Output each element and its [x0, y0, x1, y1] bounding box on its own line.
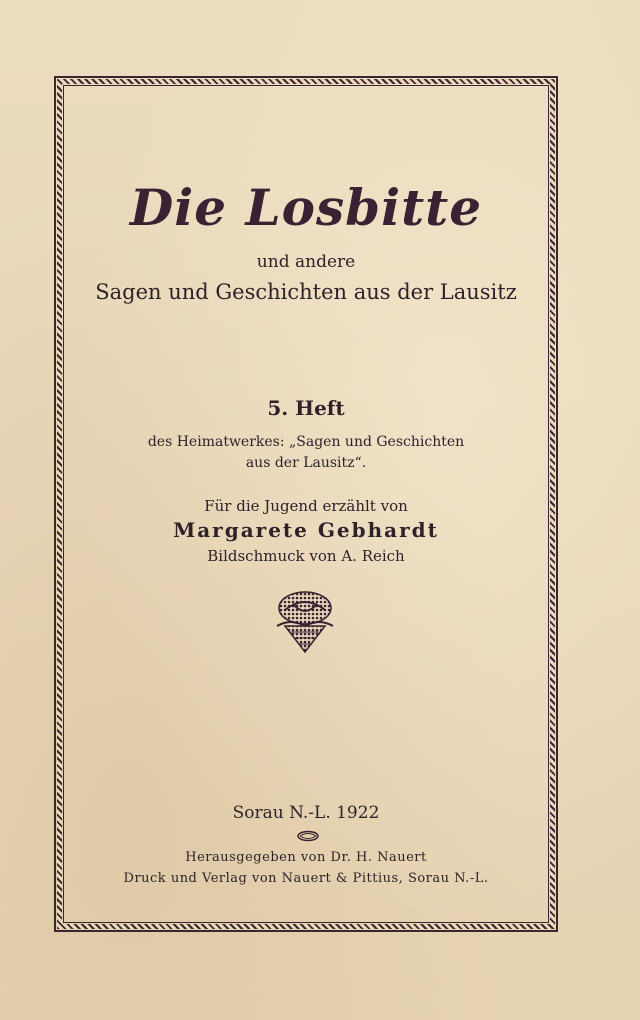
printer-line: Druck und Verlag von Nauert & Pittius, Sorau N.-L.	[123, 871, 489, 886]
intro-line: Für die Jugend erzählt von	[204, 497, 408, 515]
illustration-credit: Bildschmuck von A. Reich	[207, 547, 405, 565]
cover-subtitle-2: Sagen und Geschichten aus der Lausitz	[95, 280, 517, 304]
place-and-year: Sorau N.-L. 1922	[232, 803, 380, 823]
cover-title: Die Losbitte	[129, 178, 483, 237]
series-line-1: des Heimatwerkes: „Sagen und Geschichten	[147, 434, 465, 450]
series-line-2: aus der Lausitz“.	[245, 455, 367, 471]
editor-line: Herausgegeben von Dr. H. Nauert	[185, 850, 427, 865]
issue-number: 5. Heft	[267, 396, 345, 420]
author-name: Margarete Gebhardt	[173, 518, 439, 542]
cover-subtitle-1: und andere	[256, 252, 356, 272]
rose-vignette-icon	[271, 588, 339, 654]
small-ornament-icon	[296, 830, 320, 842]
